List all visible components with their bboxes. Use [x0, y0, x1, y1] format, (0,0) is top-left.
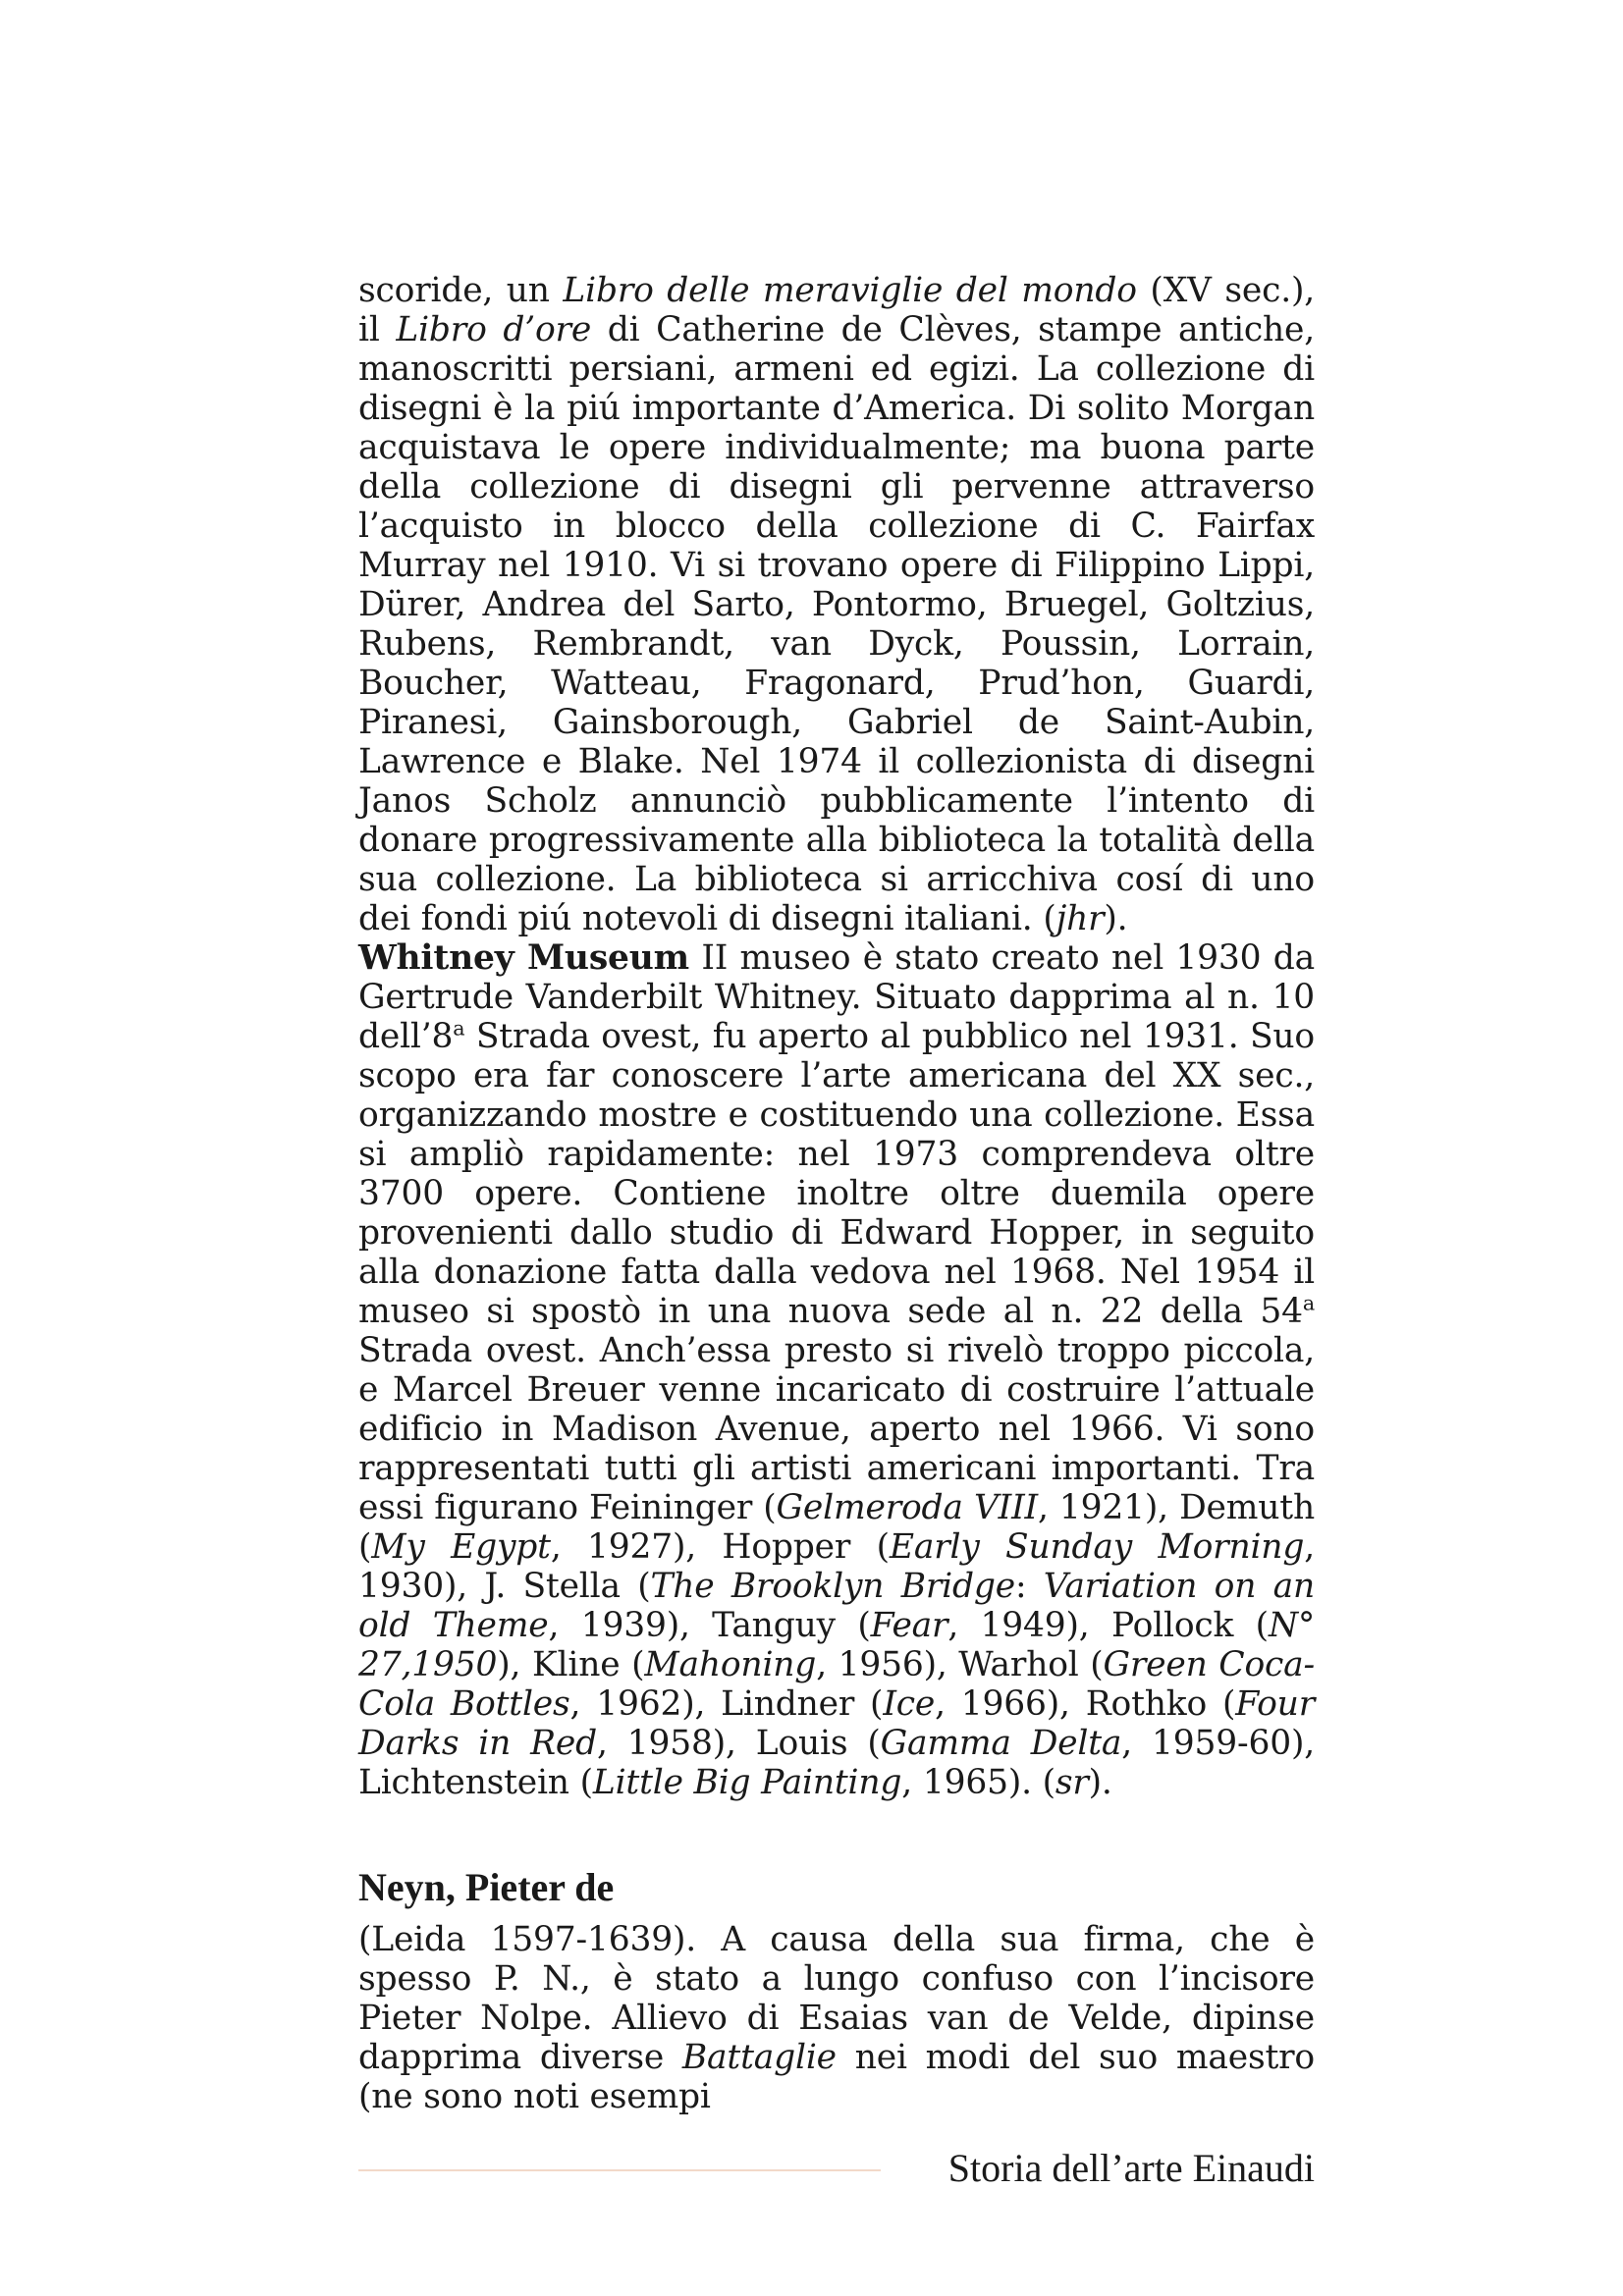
- text: ), Kline (: [497, 1645, 645, 1684]
- italic-title: Gamma Delta: [880, 1724, 1122, 1763]
- italic-title: Battaglie: [681, 2038, 837, 2077]
- text: nei modi del suo maestro (ne sono noti esempi: [358, 2038, 1315, 2116]
- text: , 1962), Lindner (: [569, 1684, 884, 1724]
- text: scoride, un: [358, 271, 564, 310]
- text: , 1930), J. Stella (: [358, 1527, 1315, 1606]
- text: II museo è stato creato nel 1930 da Gertrude Vanderbilt Whitney. Situato dapprima al n. 10 dell’8: [358, 938, 1315, 1056]
- italic-title: Variation on an old Theme: [358, 1567, 1315, 1645]
- paragraph-whitney-museum: [358, 938, 1315, 1802]
- text: , 1958), Louis (: [597, 1724, 881, 1763]
- text: di Catherine de Clèves, stampe antiche, manoscritti persiani, armeni ed egizi. La collezione di disegni è la piú importante d’America. Di solito Morgan acquistava le opere individualmente; ma buona parte della collezione di disegni gli pervenne attraverso l’acquisto in blocco della collezione di C. Fairfax Murray nel 1910. Vi si trovano opere di Filippino Lippi, Dürer, Andrea del Sarto, Pontormo, Bruegel, Goltzius, Rubens, Rembrandt, van Dyck, Poussin, Lorrain, Boucher, Watteau, Fragonard, Prud’hon, Guardi, Piranesi, Gainsborough, Gabriel de Saint-Aubin, Lawrence e Blake. Nel 1974 il collezionista di disegni Janos Scholz annunciò pubblicamente l’intento di donare progressivamente alla biblioteca la totalità della sua collezione. La biblioteca si arricchiva cosí di uno dei fondi piú notevoli di disegni italiani. (: [358, 310, 1315, 938]
- italic-title: Four Darks in Red: [358, 1684, 1315, 1763]
- italic-title: Libro delle meraviglie del mondo: [563, 271, 1137, 310]
- italic-title: N° 27,1950: [358, 1606, 1315, 1684]
- text: (Leida 1597-1639). A causa della sua firma, che è spesso P. N., è stato a lungo confuso con l’incisore Pieter Nolpe. Allievo di Esaias van de Velde, dipinse dapprima diverse: [358, 1920, 1315, 2077]
- text: , 1965). (: [901, 1763, 1055, 1802]
- text: Strada ovest, fu aperto al pubblico nel 1931. Suo scopo era far conoscere l’arte americana del XX sec., organizzando mostre e costituendo una collezione. Essa si ampliò rapidamente: nel 1973 comprendeva oltre 3700 opere. Contiene inoltre oltre duemila opere provenienti dallo studio di Edward Hopper, in seguito alla donazione fatta dalla vedova nel 1968. Nel 1954 il museo si spostò in una nuova sede al n. 22 della 54: [358, 1017, 1315, 1331]
- italic-title: Gelmeroda VIII: [776, 1488, 1038, 1527]
- text: , 1939), Tanguy (: [548, 1606, 871, 1645]
- text: , 1959-60), Lichtenstein (: [358, 1724, 1315, 1802]
- italic-title: Libro d’ore: [396, 310, 592, 349]
- text: :: [1014, 1567, 1044, 1606]
- author-initials: jhr: [1055, 899, 1105, 938]
- italic-title: Fear: [870, 1606, 948, 1645]
- italic-title: Little Big Painting: [592, 1763, 902, 1802]
- italic-title: Green Coca-Cola Bottles: [358, 1645, 1315, 1724]
- text: Strada ovest. Anch’essa presto si rivelò troppo piccola, e Marcel Breuer venne incaricato di costruire l’attuale edificio in Madison Avenue, aperto nel 1966. Vi sono rappresentati tutti gli artisti americani importanti. Tra essi figurano Feininger (: [358, 1331, 1315, 1527]
- entry-heading-whitney-museum: Whitney Museum: [358, 938, 689, 978]
- footer-rule: [358, 2169, 881, 2171]
- text: , 1956), Warhol (: [816, 1645, 1104, 1684]
- text: ).: [1088, 1763, 1112, 1802]
- text: (XV sec.), il: [358, 271, 1315, 349]
- superscript: a: [1302, 1291, 1315, 1315]
- text: , 1966), Rothko (: [935, 1684, 1236, 1724]
- italic-title: The Brooklyn Bridge: [650, 1567, 1015, 1606]
- author-initials: sr: [1055, 1763, 1089, 1802]
- text: , 1927), Hopper (: [550, 1527, 890, 1567]
- text: , 1921), Demuth (: [358, 1488, 1315, 1567]
- text: , 1949), Pollock (: [947, 1606, 1269, 1645]
- paragraph-neyn: [358, 1920, 1315, 2116]
- page-footer: [358, 2144, 1315, 2193]
- italic-title: Ice: [883, 1684, 936, 1724]
- superscript: a: [453, 1016, 465, 1041]
- italic-title: Early Sunday Morning: [889, 1527, 1305, 1567]
- footer-publication-title: Storia dell’arte Einaudi: [947, 2146, 1315, 2190]
- italic-title: Mahoning: [644, 1645, 817, 1684]
- italic-title: My Egypt: [371, 1527, 551, 1567]
- page-body: [358, 271, 1315, 2116]
- paragraph-morgan-library-continued: [358, 271, 1315, 938]
- text: ).: [1104, 899, 1128, 938]
- entry-title: Neyn, Pieter de: [358, 1865, 615, 1909]
